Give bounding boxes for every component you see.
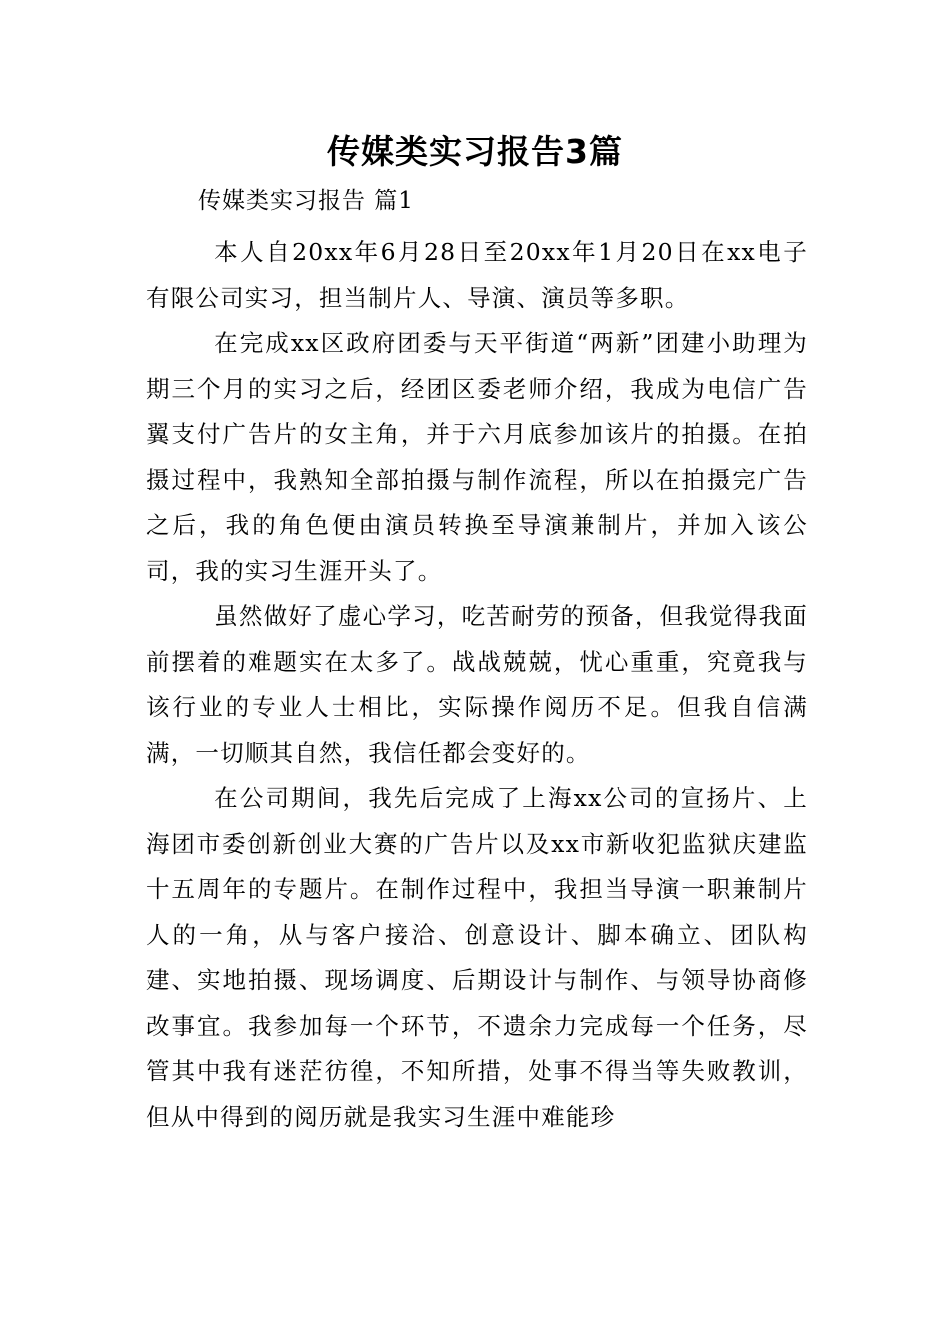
paragraph: 在公司期间，我先后完成了上海xx公司的宣扬片、上海团市委创新创业大赛的广告片以及xx市新收犯监狱庆建监十五周年的专题片。在制作过程中，我担当导演一职兼制片人的一角，从与客户接洽、创意设计、脚本确立、团队构建、实地拍摄、现场调度、后期设计与制作、与领导协商修改事宜。我参加每一个环节，不遗余力完成每一个任务，尽管其中我有迷茫彷徨，不知所措，处事不得当等失败教训，但从中得到的阅历就是我实习生涯中难能珍 <box>146 784 808 1131</box>
document-title: 传媒类实习报告3篇 <box>327 132 623 171</box>
section-heading: 传媒类实习报告 篇1 <box>198 188 414 214</box>
paragraph: 虽然做好了虚心学习，吃苦耐劳的预备，但我觉得我面前摆着的难题实在太多了。战战兢兢，忧心重重，究竟我与该行业的专业人士相比，实际操作阅历不足。但我自信满满，一切顺其自然，我信任都会变好的。 <box>146 602 808 767</box>
document-body <box>146 230 808 1140</box>
paragraph: 本人自20xx年6月28日至20xx年1月20日在xx电子有限公司实习，担当制片人、导演、演员等多职。 <box>146 238 808 312</box>
paragraph: 在完成xx区政府团委与天平街道“两新”团建小助理为期三个月的实习之后，经团区委老师介绍，我成为电信广告翼支付广告片的女主角，并于六月底参加该片的拍摄。在拍摄过程中，我熟知全部拍摄与制作流程，所以在拍摄完广告之后，我的角色便由演员转换至导演兼制片，并加入该公司，我的实习生涯开头了。 <box>146 329 808 585</box>
